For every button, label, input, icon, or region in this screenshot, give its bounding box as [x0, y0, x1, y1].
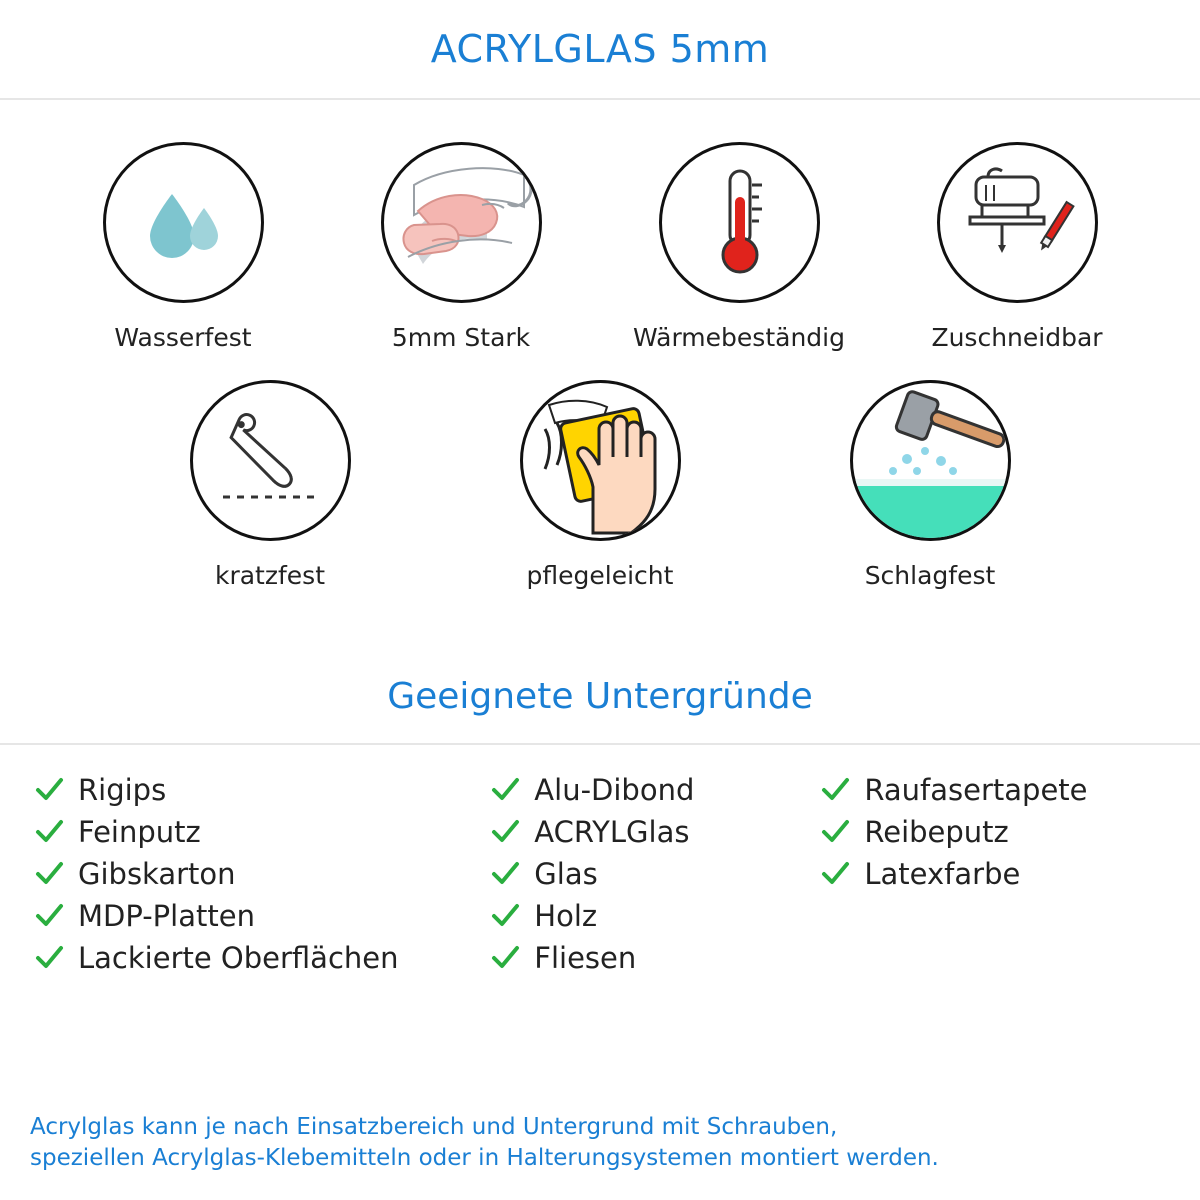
list-item-label: Fliesen — [534, 941, 637, 975]
list-item — [490, 937, 820, 979]
list-item — [34, 937, 490, 979]
list-item — [34, 811, 490, 853]
water-drops-icon — [103, 142, 264, 303]
page-title: ACRYLGLAS 5mm — [430, 27, 770, 71]
surface-column-1 — [34, 769, 490, 979]
feature-label: Wärmebeständig — [633, 323, 845, 352]
hammer-impact-icon — [850, 380, 1011, 541]
check-icon — [490, 817, 520, 847]
list-item — [820, 769, 1166, 811]
list-item — [34, 895, 490, 937]
feature-label: pflegeleicht — [526, 561, 674, 590]
list-item-label: Holz — [534, 899, 598, 933]
list-item-label: Latexfarbe — [864, 857, 1021, 891]
check-icon — [820, 817, 850, 847]
list-item-label: Gibskarton — [78, 857, 236, 891]
list-item-label: ACRYLGlas — [534, 815, 690, 849]
surface-column-3 — [820, 769, 1166, 979]
mounting-note-line1: Acrylglas kann je nach Einsatzbereich und Untergrund mit Schrauben, — [30, 1113, 838, 1140]
check-icon — [490, 943, 520, 973]
suitable-surfaces-list — [0, 745, 1200, 979]
jigsaw-cutter-icon — [937, 142, 1098, 303]
list-item — [820, 811, 1166, 853]
feature-kratzfest — [170, 380, 370, 590]
mounting-note-line2: speziellen Acrylglas-Klebemitteln oder in Halterungsystemen montiert werden. — [30, 1144, 939, 1171]
check-icon — [34, 775, 64, 805]
check-icon — [34, 859, 64, 889]
feature-label: Schlagfest — [864, 561, 996, 590]
list-item-label: Alu-Dibond — [534, 773, 695, 807]
feature-schlagfest — [830, 380, 1030, 590]
list-item-label: Glas — [534, 857, 598, 891]
thermometer-icon — [659, 142, 820, 303]
list-item-label: MDP-Platten — [78, 899, 255, 933]
feature-label: Zuschneidbar — [931, 323, 1103, 352]
section-title-untergruende: Geeignete Untergründe — [387, 676, 813, 717]
list-item-label: Reibeputz — [864, 815, 1009, 849]
knife-scratch-icon — [190, 380, 351, 541]
strong-arm-icon — [381, 142, 542, 303]
check-icon — [34, 943, 64, 973]
surface-column-2 — [490, 769, 820, 979]
list-item — [490, 895, 820, 937]
feature-zuschneidbar — [917, 142, 1117, 352]
check-icon — [820, 859, 850, 889]
feature-pflegeleicht — [500, 380, 700, 590]
feature-5mm-stark — [361, 142, 561, 352]
list-item-label: Lackierte Oberflächen — [78, 941, 399, 975]
list-item-label: Rigips — [78, 773, 167, 807]
header — [0, 0, 1200, 100]
feature-wasserfest — [83, 142, 283, 352]
feature-waermebestaendig — [633, 142, 845, 352]
feature-label: Wasserfest — [114, 323, 252, 352]
check-icon — [34, 817, 64, 847]
feature-row-primary — [0, 142, 1200, 352]
check-icon — [490, 775, 520, 805]
feature-row-secondary — [0, 380, 1200, 590]
hand-cleaning-cloth-icon — [520, 380, 681, 541]
check-icon — [820, 775, 850, 805]
list-item — [490, 811, 820, 853]
list-item — [34, 769, 490, 811]
list-item-label: Feinputz — [78, 815, 201, 849]
check-icon — [490, 859, 520, 889]
list-item — [820, 853, 1166, 895]
check-icon — [34, 901, 64, 931]
check-icon — [490, 901, 520, 931]
list-item — [490, 853, 820, 895]
list-item-label: Raufasertapete — [864, 773, 1088, 807]
feature-label: kratzfest — [214, 561, 325, 590]
mounting-note — [30, 1112, 1180, 1174]
list-item — [490, 769, 820, 811]
list-item — [34, 853, 490, 895]
feature-label: 5mm Stark — [391, 323, 531, 352]
